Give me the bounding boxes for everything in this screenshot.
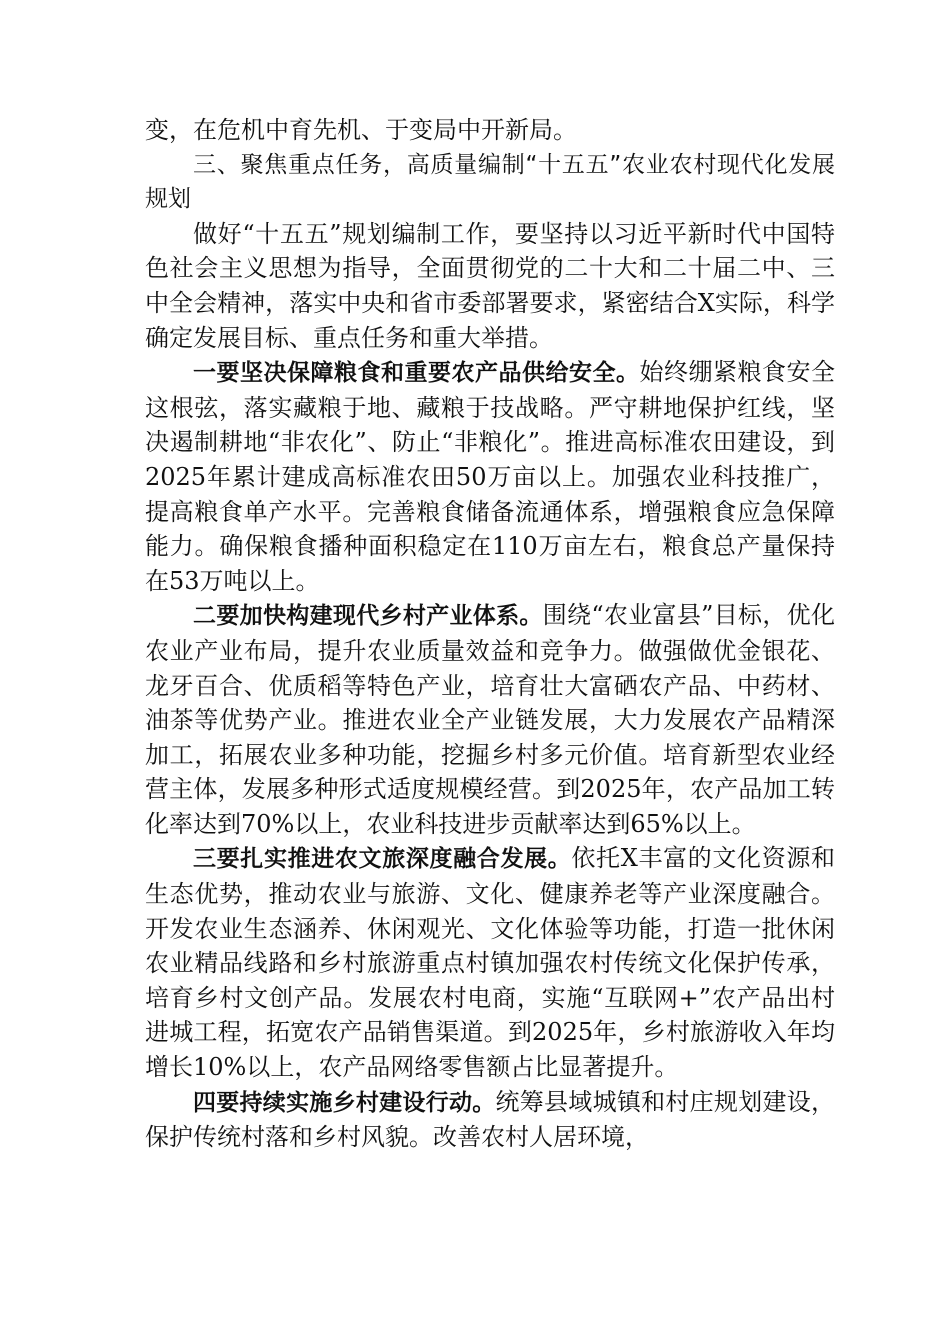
section-heading: 三、聚焦重点任务，高质量编制“十五五”农业农村现代化发展规划 (145, 151, 835, 213)
point-lead-2: 二要加快构建现代乡村产业体系。 (193, 603, 543, 630)
point-lead-4: 四要持续实施乡村建设行动。 (193, 1089, 496, 1116)
point-paragraph-1 (145, 355, 835, 598)
point-lead-1: 一要坚决保障粮食和重要农产品供给安全。 (193, 360, 640, 387)
point-paragraph-4 (145, 1085, 835, 1155)
continuation-paragraph: 变，在危机中育先机、于变局中开新局。 (145, 116, 577, 144)
point-text-1: 始终绷紧粮食安全这根弦，落实藏粮于地、藏粮于技战略。严守耕地保护红线，坚决遏制耕地“非农化”、防止“非粮化”。推进高标准农田建设，到2025年累计建成高标准农田50万亩以上。加强农业科技推广，提高粮食单产水平。完善粮食储备流通体系，增强粮食应急保障能力。确保粮食播种面积稳定在110万亩左右，粮食总产量保持在53万吨以上。 (145, 358, 835, 595)
point-paragraph-2 (145, 598, 835, 841)
intro-paragraph: 做好“十五五”规划编制工作，要坚持以习近平新时代中国特色社会主义思想为指导，全面贯彻党的二十大和二十届二中、三中全会精神，落实中央和省市委部署要求，紧密结合X实际，科学确定发展目标、重点任务和重大举措。 (145, 219, 835, 352)
point-text-4: 统筹县域城镇和村庄规划建设，保护传统村落和乡村风貌。改善农村人居环境， (145, 1087, 835, 1152)
point-paragraph-3 (145, 841, 835, 1084)
point-lead-3: 三要扎实推进农文旅深度融合发展。 (193, 846, 572, 873)
point-text-3: 依托X丰富的文化资源和生态优势，推动农业与旅游、文化、健康养老等产业深度融合。开发农业生态涵养、休闲观光、文化体验等功能，打造一批休闲农业精品线路和乡村旅游重点村镇加强农村传统文化保护传承，培育乡村文创产品。发展农村电商，实施“互联网+”农产品出村进城工程，拓宽农产品销售渠道。到2025年，乡村旅游收入年均增长10%以上，农产品网络零售额占比显著提升。 (145, 844, 835, 1082)
point-text-2: 围绕“农业富县”目标，优化农业产业布局，提升农业质量效益和竞争力。做强做优金银花、龙牙百合、优质稻等特色产业，培育壮大富硒农产品、中药材、油茶等优势产业。推进农业全产业链发展，大力发展农产品精深加工，拓展农业多种功能，挖掘乡村多元价值。培育新型农业经营主体，发展多种形式适度规模经营。到2025年，农产品加工转化率达到70%以上，农业科技进步贡献率达到65%以上。 (145, 601, 835, 838)
document-page (145, 113, 835, 1155)
